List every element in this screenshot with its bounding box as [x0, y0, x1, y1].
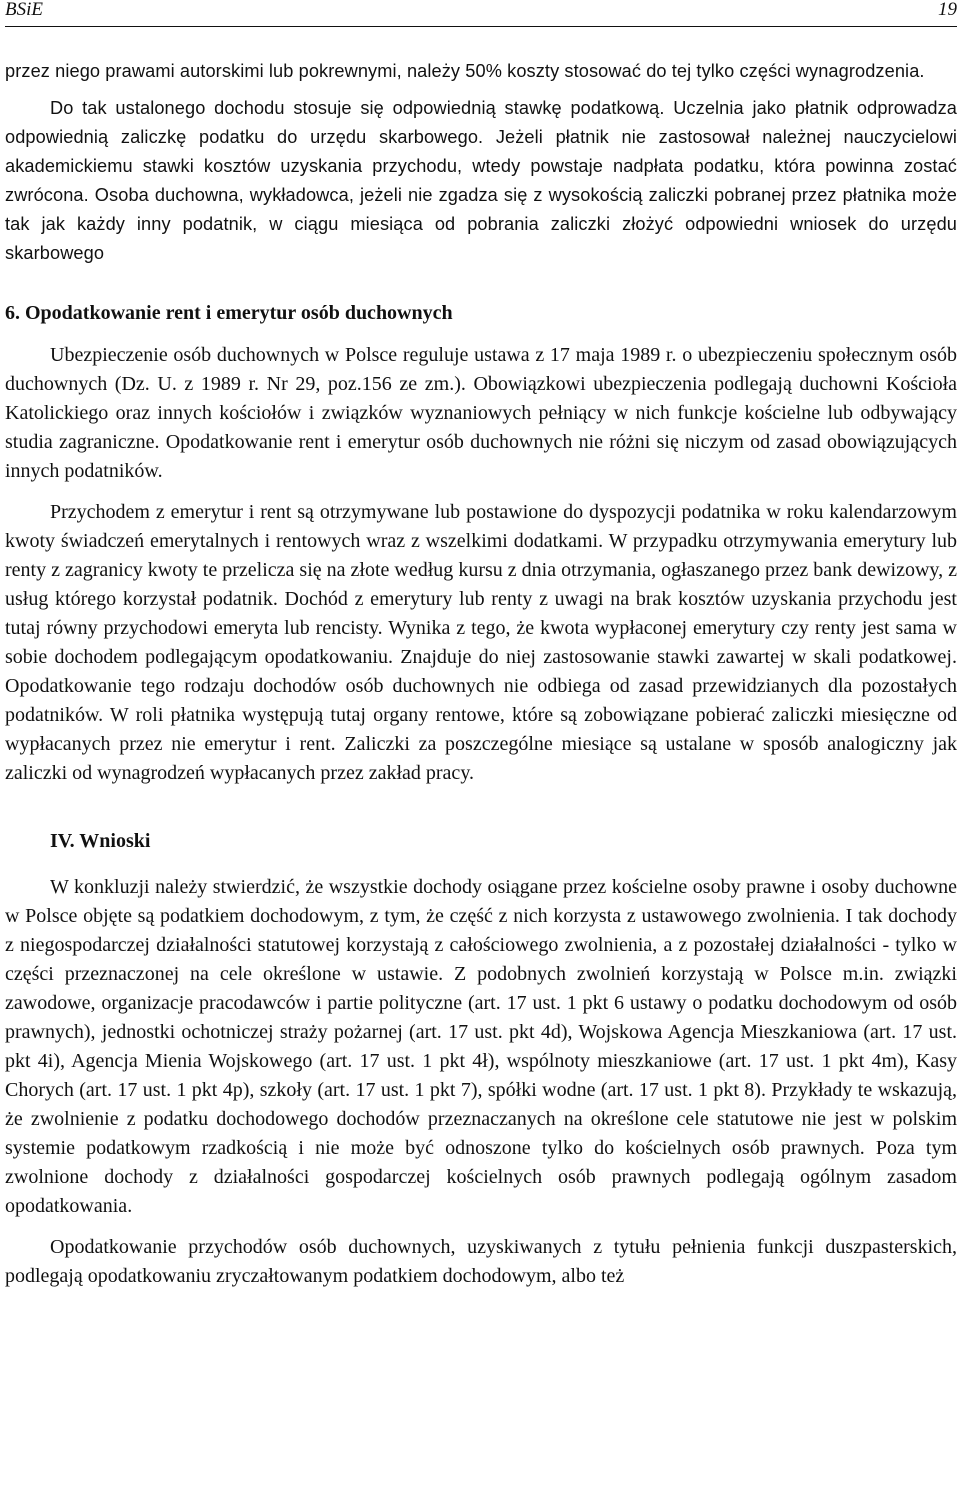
paragraph-conclusion: W konkluzji należy stwierdzić, że wszystkie dochody osiągane przez kościelne osoby prawne i osoby duchowne w Polsce objęte są podatkiem dochodowym, z tym, że część z nich korzysta z ustawowego zwolnienia. I tak dochody z niegospodarczej działalności statutowej korzystają z całościowego zwolnienia, a z pozostałej działalności - tylko w części przeznaczonej na cele określone w ustawie. Z podobnych zwolnień korzystają w Polsce m.in. związki zawodowe, organizacje pracodawców i partie polityczne (art. 17 ust. 1 pkt 6 ustawy o podatku dochodowym od osób prawnych), jednostki ochotniczej straży pożarnej (art. 17 ust. pkt 4d), Wojskowa Agencja Mieszkaniowa (art. 17 ust. pkt 4i), Agencja Mienia Wojskowego (art. 17 ust. 1 pkt 4ł), wspólnoty mieszkaniowe (art. 17 ust. 1 pkt 4m), Kasy Chorych (art. 17 ust. 1 pkt 4p), szkoły (art. 17 ust. 1 pkt 7), spółki wodne (art. 17 ust. 1 pkt 8). Przykłady te wskazują, że zwolnienie z podatku dochodowego dochodów przeznaczanych na określone cele statutowe nie jest w polskim systemie podatkowym rzadkością i nie może być odnoszone tylko do kościelnych osób prawnych. Poza tym zwolnione dochody z działalności gospodarczej kościelnych osób prawnych podlegają ogólnym zasadom opodatkowania. [5, 876, 957, 1217]
section-heading-6: 6. Opodatkowanie rent i emerytur osób duchownych [5, 302, 453, 324]
article-body [5, 57, 957, 1291]
document-page [5, 0, 957, 1291]
page-number: 19 [938, 0, 957, 20]
running-header [5, 0, 957, 27]
paragraph-pastoral-income: Opodatkowanie przychodów osób duchownych, uzyskiwanych z tytułu pełnienia funkcji duszpasterskich, podlegają opodatkowaniu zryczałtowanym podatkiem dochodowym, albo też [5, 1236, 957, 1287]
section-heading-conclusions: IV. Wnioski [50, 830, 151, 852]
journal-name: BSiE [5, 0, 43, 20]
paragraph-clergy-insurance: Ubezpieczenie osób duchownych w Polsce reguluje ustawa z 17 maja 1989 r. o ubezpieczeniu społecznym osób duchownych (Dz. U. z 1989 r. Nr 29, poz.156 ze zm.). Obowiązkowi ubezpieczenia podlegają duchowni Kościoła Katolickiego oraz innych kościołów i związków wyznaniowych pełniący w nich funkcje kościelne lub odbywający studia zagraniczne. Opodatkowanie rent i emerytur osób duchownych nie różni się niczym od zasad obowiązujących innych podatników. [5, 344, 957, 482]
paragraph-tax-rate: Do tak ustalonego dochodu stosuje się odpowiednią stawkę podatkową. Uczelnia jako płatnik odprowadza odpowiednią zaliczkę podatku do urzędu skarbowego. Jeżeli płatnik nie zastosował należnej nauczycielowi akademickiemu stawki kosztów uzyskania przychodu, wtedy powstaje nadpłata podatku, która powinna zostać zwrócona. Osoba duchowna, wykładowca, jeżeli nie zgadza się z wysokością zaliczki pobranej przez płatnika może tak jak każdy inny podatnik, w ciągu miesiąca od pobrania zaliczki złożyć odpowiedni wniosek do urzędu skarbowego [5, 98, 957, 263]
paragraph-pension-income: Przychodem z emerytur i rent są otrzymywane lub postawione do dyspozycji podatnika w roku kalendarzowym kwoty świadczeń emerytalnych i rentowych wraz z wszelkimi dodatkami. W przypadku otrzymywania emerytury lub renty z zagranicy kwoty te przelicza się na złote według kursu z dnia otrzymania, ogłaszanego przez bank dewizowy, z usług którego korzystał podatnik. Dochód z emerytury lub renty z uwagi na brak kosztów uzyskania przychodu jest tutaj równy przychodowi emeryta lub rencisty. Wynika z tego, że kwota wypłaconej emerytury czy renty jest sama w sobie dochodem podlegającym opodatkowaniu. Znajduje do niej zastosowanie stawki zawartej w skali podatkowej. Opodatkowanie tego rodzaju dochodów osób duchownych nie odbiega od zasad przewidzianych dla pozostałych podatników. W roli płatnika występują tutaj organy rentowe, które są zobowiązane pobierać zaliczki miesięczne od wypłacanych przez nie emerytur i rent. Zaliczki za poszczególne miesiące są ustalane w sposób analogiczny jak zaliczki od wynagrodzeń wypłacanych przez zakład pracy. [5, 501, 957, 784]
paragraph-continued: przez niego prawami autorskimi lub pokrewnymi, należy 50% koszty stosować do tej tylko części wynagrodzenia. [5, 61, 925, 81]
